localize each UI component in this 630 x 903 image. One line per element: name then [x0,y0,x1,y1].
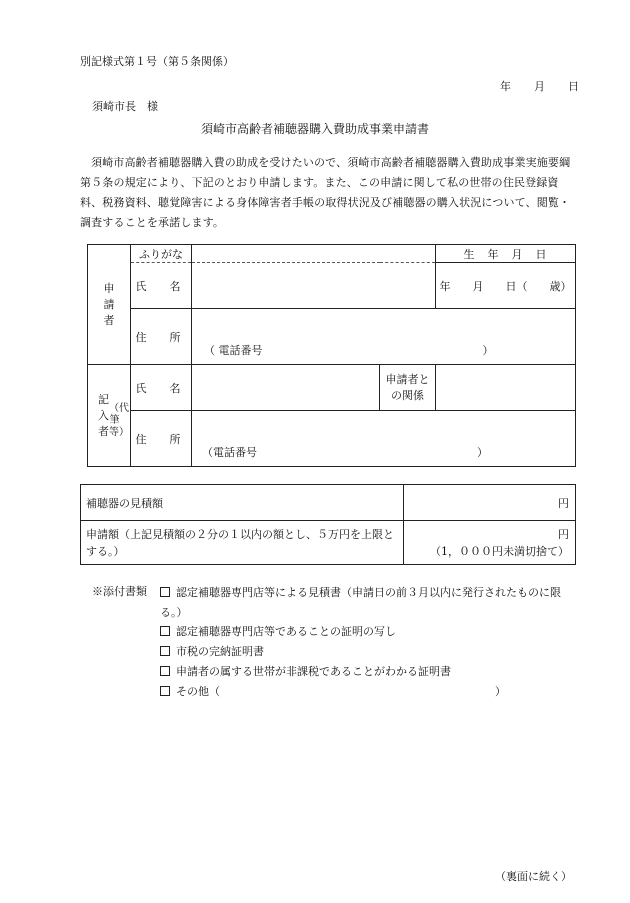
addressee: 須崎市長 様 [92,100,158,113]
request-unit: 円 [558,527,569,541]
checkbox-icon[interactable] [160,666,170,676]
applicant-phone: （ 電話番号 ） [204,344,494,357]
applicant-name-field[interactable] [192,263,436,309]
filler-name-label: 氏 名 [131,365,192,411]
page-title: 須崎市高齢者補聴器購入費助成事業申請書 [200,122,429,136]
birthdate-header: 生 年 月 日 [436,245,576,263]
applicant-address-field[interactable] [192,309,576,365]
relation-label: 申請者との関係 [380,365,436,411]
continued-note: （裏面に続く） [495,870,572,883]
relation-field[interactable] [436,365,576,411]
furigana-label: ふりがな [131,245,192,263]
attachments-label: ※添付書類 [92,585,147,598]
birthdate-field[interactable]: 年 月 日（ 歳） [436,263,576,309]
filler-group-label: 記入者（代筆等） [88,365,131,467]
intro-paragraph: 須崎市高齢者補聴器購入費の助成を受けたいので、須崎市高齢者補聴器購入費助成事業実施要綱第５条の規定により、下記のとおり申請します。また、この申請に関して私の世帯の住民登録資料、税務資料、聴覚障害による身体障害者手帳の取得状況及び補聴器の購入状況について、閲覧・調査することを承諾します。 [80,156,571,229]
request-note: （1，０００円未満切捨て） [430,544,569,558]
applicant-group-label: 申請者 [88,245,131,365]
furigana-field[interactable] [192,245,436,263]
checkbox-icon[interactable] [160,686,170,696]
applicant-address-label: 住 所 [131,309,192,365]
date-day: 日 [568,80,579,93]
attachment-item: 市税の完納証明書 [160,643,264,659]
form-reference: 別記様式第１号（第５条関係） [80,55,234,68]
estimate-unit: 円 [558,496,569,510]
checkbox-icon[interactable] [160,646,170,656]
attachment-item: 申請者の属する世帯が非課税であることがわかる証明書 [160,663,451,679]
request-label: 申請額（上記見積額の２分の１以内の額とし、５万円を上限とする。） [81,521,404,565]
estimate-label: 補聴器の見積額 [81,485,404,521]
checkbox-icon[interactable] [160,587,170,597]
request-field[interactable] [404,521,576,565]
estimate-field[interactable] [404,485,576,521]
filler-phone: （電話番号 ） [202,446,488,459]
filler-address-field[interactable] [192,411,576,467]
applicant-table [87,244,576,467]
amount-table [80,484,576,565]
date-year: 年 [500,80,511,93]
attachment-item: その他（ ） [160,683,506,699]
filler-address-label: 住 所 [131,411,192,467]
filler-name-field[interactable] [192,365,380,411]
attachment-item: 認定補聴器専門店等による見積書（申請日の前３月以内に発行されたものに限る。） [160,586,561,619]
checkbox-icon[interactable] [160,626,170,636]
date-line [500,78,580,94]
attachment-item: 認定補聴器専門店等であることの証明の写し [160,623,396,639]
date-month: 月 [534,80,545,93]
applicant-name-label: 氏 名 [131,263,192,309]
